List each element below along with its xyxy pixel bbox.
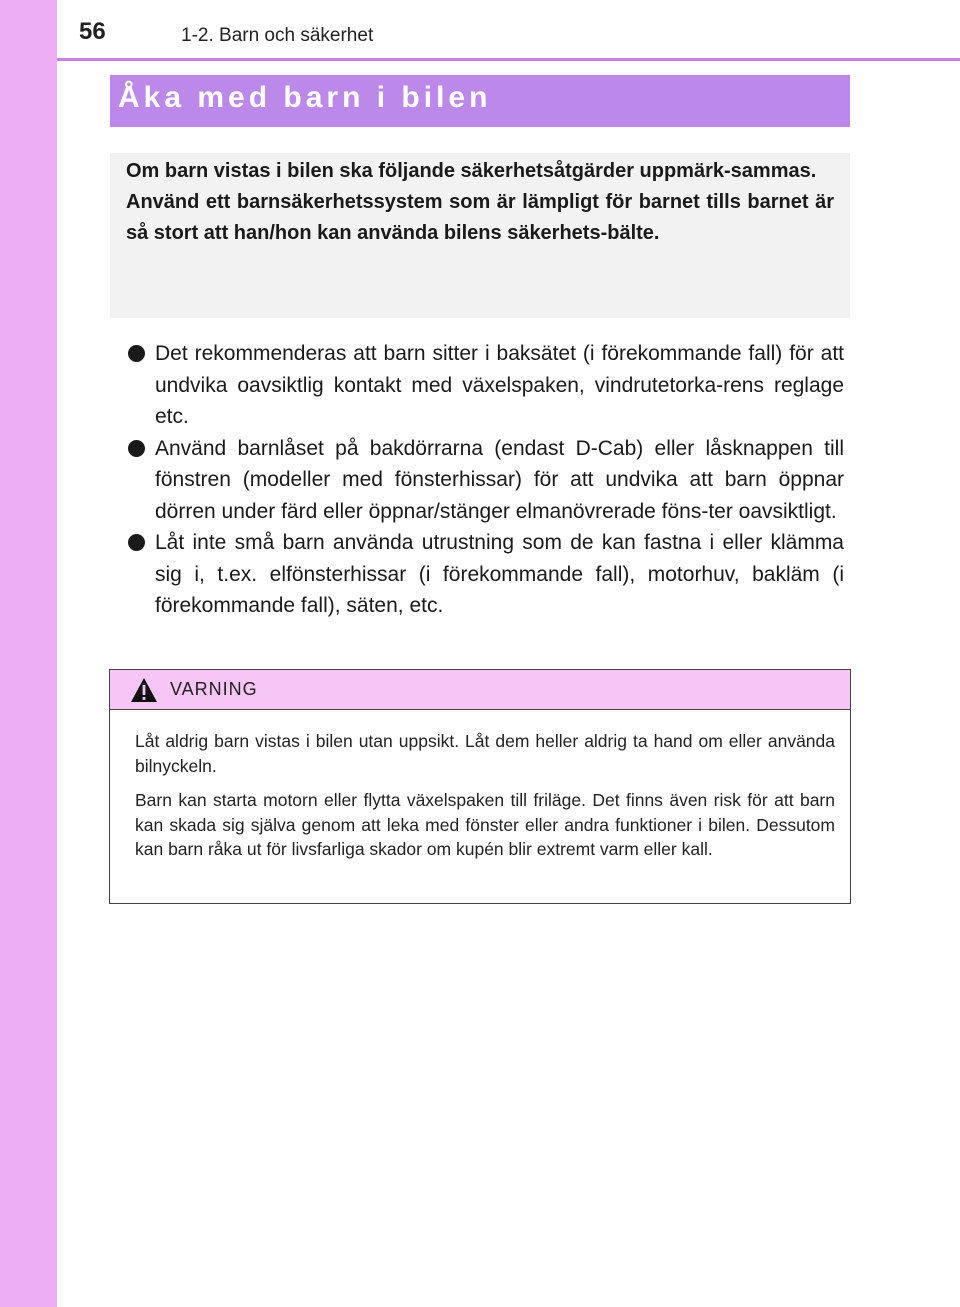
bullet-text: Använd barnlåset på bakdörrarna (endast D-Cab) eller låsknappen till fönstren (modeller med fönsterhissar) för att undvika att barn öppnar dörren under färd eller öppnar/stänger elmanövrerade föns-ter oavsiktligt. bbox=[155, 436, 844, 523]
bullet-text: Det rekommenderas att barn sitter i baksätet (i förekommande fall) för att undvika oavsiktlig kontakt med växelspaken, vindrutetorka-rens reglage etc. bbox=[155, 342, 844, 428]
warning-box bbox=[109, 669, 851, 904]
section-label: 1-2. Barn och säkerhet bbox=[181, 25, 374, 46]
bullet-dot-icon bbox=[128, 534, 145, 551]
warning-paragraph: Barn kan starta motorn eller flytta växelspaken till friläge. Det finns även risk för att barn kan skada sig själva genom att leka med fönster eller andra funktioner i bilen. Dessutom kan barn råka ut för livsfarliga skador om kupén blir extremt varm eller kall. bbox=[135, 790, 835, 859]
page-title: Åka med barn i bilen bbox=[118, 81, 492, 114]
intro-text bbox=[126, 156, 834, 249]
bullet-item bbox=[128, 527, 844, 622]
warning-paragraph: Låt aldrig barn vistas i bilen utan uppsikt. Låt dem heller aldrig ta hand om eller använda bilnyckeln. bbox=[135, 731, 835, 776]
bullet-list bbox=[128, 338, 844, 622]
bullet-item bbox=[128, 433, 844, 528]
warning-body bbox=[135, 729, 835, 872]
intro-paragraph: Använd ett barnsäkerhetssystem som är lämpligt för barnet tills barnet är så stort att han/hon kan använda bilens säkerhets-bälte. bbox=[126, 191, 834, 244]
bullet-item bbox=[128, 338, 844, 433]
intro-paragraph: Om barn vistas i bilen ska följande säkerhetsåtgärder uppmärk-sammas. bbox=[126, 160, 817, 182]
bullet-text: Låt inte små barn använda utrustning som de kan fastna i eller klämma sig i, t.ex. elfönsterhissar (i förekommande fall), motorhuv, bakläm (i förekommande fall), säten, etc. bbox=[155, 531, 844, 617]
bullet-dot-icon bbox=[128, 345, 145, 362]
warning-header bbox=[110, 670, 850, 710]
warning-label: VARNING bbox=[170, 679, 258, 699]
title-bar bbox=[110, 75, 850, 127]
intro-box bbox=[110, 153, 850, 318]
warning-triangle-icon bbox=[130, 677, 158, 703]
side-strip bbox=[0, 0, 57, 1307]
bullet-dot-icon bbox=[128, 440, 145, 457]
page-number: 56 bbox=[79, 18, 106, 45]
